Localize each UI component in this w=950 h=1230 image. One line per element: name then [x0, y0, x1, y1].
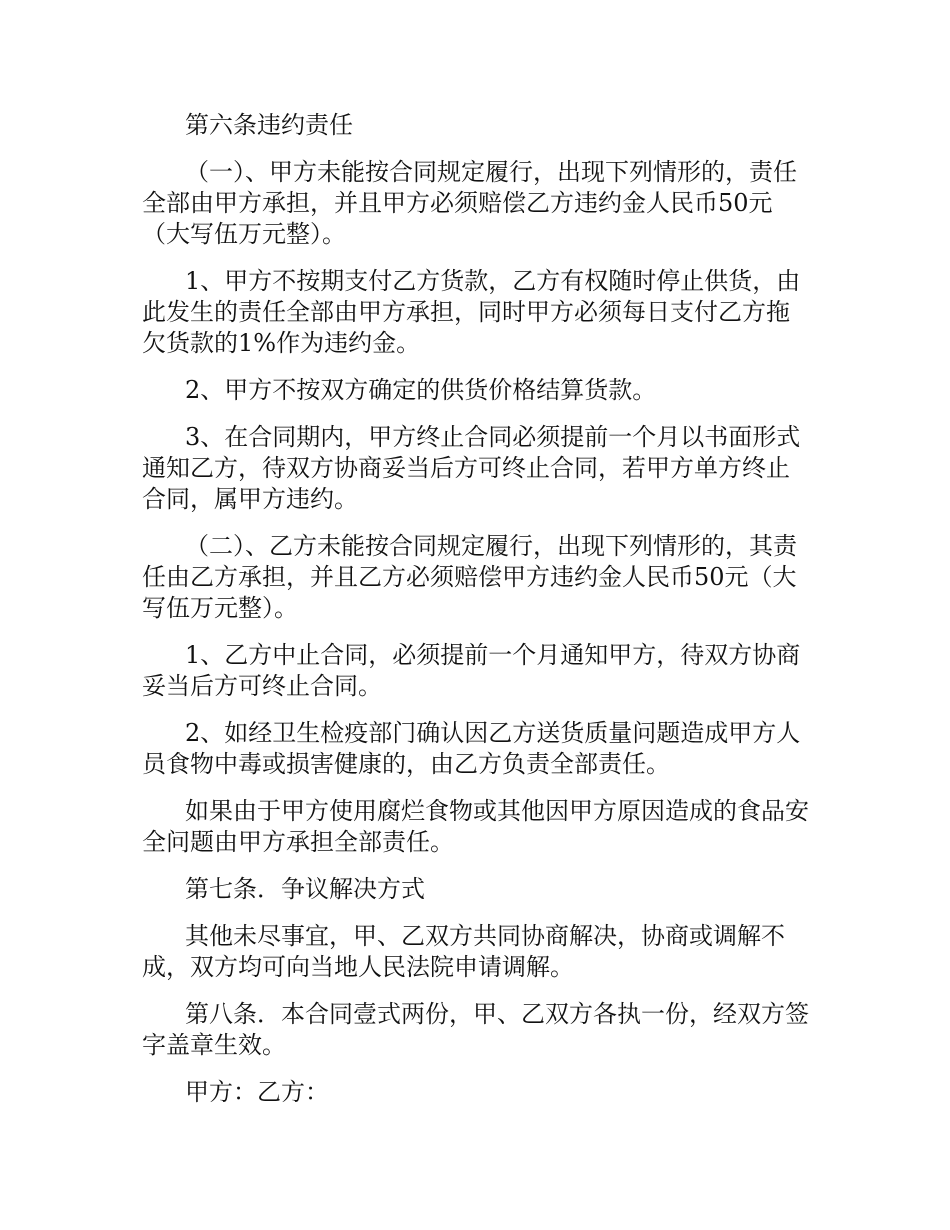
clause-a-item-1: 1、甲方不按期支付乙方货款，乙方有权随时停止供货，由此发生的责任全部由甲方承担，同时甲方必须每日支付乙方拖欠货款的1%作为违约金。: [142, 267, 801, 357]
clause-party-b-liability: （二）、乙方未能按合同规定履行，出现下列情形的，其责任由乙方承担，并且乙方必须赔偿甲方违约金人民币50元（大写伍万元整）。: [142, 532, 797, 622]
clause-food-safety: 如果由于甲方使用腐烂食物或其他因甲方原因造成的食品安全问题由甲方承担全部责任。: [142, 797, 809, 856]
section-article-8: 第八条．本合同壹式两份，甲、乙双方各执一份，经双方签字盖章生效。: [142, 1000, 809, 1059]
clause-b-item-2: 2、如经卫生检疫部门确认因乙方送货质量问题造成甲方人员食物中毒或损害健康的，由乙方负责全部责任。: [142, 719, 801, 778]
clause-dispute-resolution: 其他未尽事宜，甲、乙双方共同协商解决，协商或调解不成，双方均可向当地人民法院申请调解。: [142, 922, 785, 981]
document-page: [142, 110, 812, 1124]
section-heading-article-6: 第六条违约责任: [185, 111, 353, 139]
clause-party-a-liability: （一）、甲方未能按合同规定履行，出现下列情形的，责任全部由甲方承担，并且甲方必须赔偿乙方违约金人民币50元（大写伍万元整）。: [142, 158, 797, 248]
section-heading-article-7: 第七条．争议解决方式: [185, 875, 425, 903]
signature-line: 甲方：乙方：: [185, 1078, 329, 1106]
clause-a-item-3: 3、在合同期内，甲方终止合同必须提前一个月以书面形式通知乙方，待双方协商妥当后方可终止合同，若甲方单方终止合同，属甲方违约。: [142, 423, 801, 513]
clause-a-item-2: 2、甲方不按双方确定的供货价格结算货款。: [185, 376, 657, 404]
clause-b-item-1: 1、乙方中止合同，必须提前一个月通知甲方，待双方协商妥当后方可终止合同。: [142, 641, 801, 700]
